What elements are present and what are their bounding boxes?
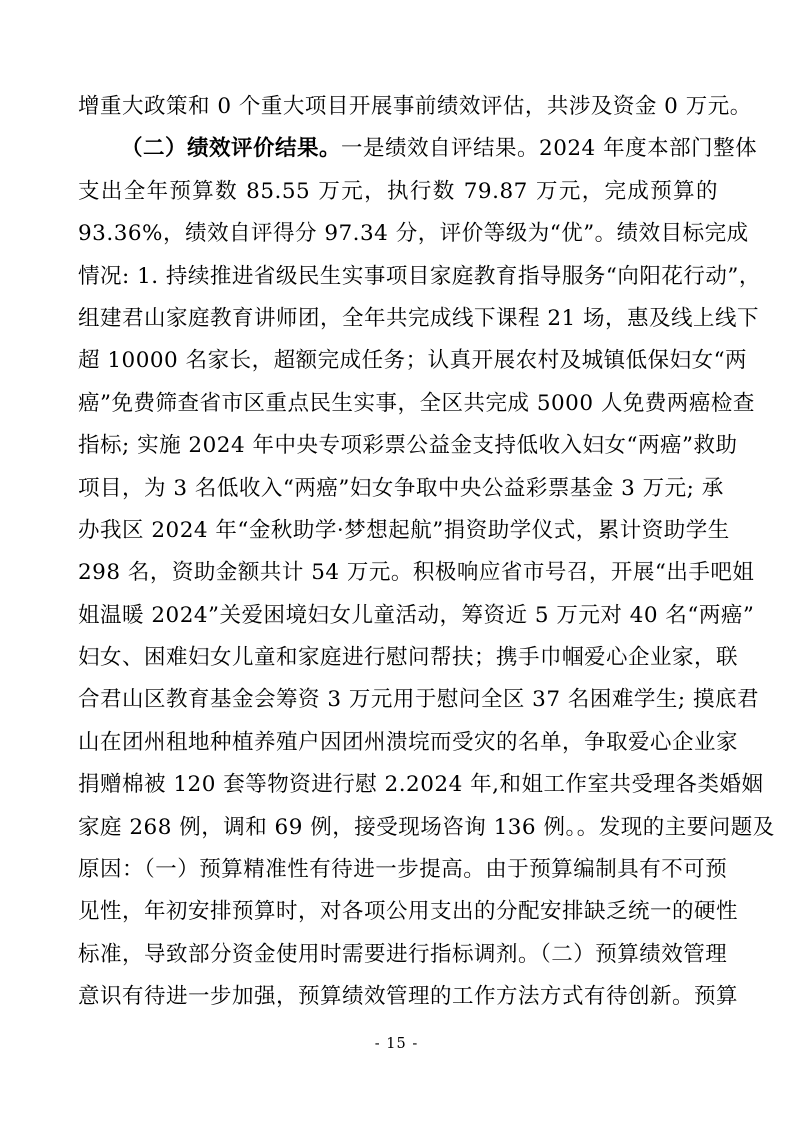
text-line: 指标; 实施 2024 年中央专项彩票公益金支持低收入妇女“两癌”救助 — [78, 433, 738, 459]
document-body-text — [78, 86, 775, 1019]
text-line: 意识有待进一步加强，预算绩效管理的工作方法方式有待创新。预算 — [78, 984, 739, 1010]
text-line: 情况: 1. 持续推进省级民生实事项目家庭教育指导服务“向阳花行动”， — [78, 263, 761, 289]
text-line: 妇女、困难妇女儿童和家庭进行慰问帮扶；携手巾帼爱心企业家，联 — [78, 645, 739, 671]
text-line: 办我区 2024 年“金秋助学·梦想起航”捐资助学仪式，累计资助学生 — [78, 517, 730, 543]
text-line: 山在团州租地种植养殖户因团州溃垸而受灾的名单，争取爱心企业家 — [78, 729, 739, 755]
text-line-section-heading — [78, 128, 758, 170]
page-number: - 15 - — [374, 1036, 419, 1052]
text-line: 支出全年预算数 85.55 万元，执行数 79.87 万元，完成预算的 — [78, 178, 718, 204]
text-line: 原因：（一）预算精准性有待进一步提高。由于预算编制具有不可预 — [78, 857, 728, 883]
text-line: 298 名，资助金额共计 54 万元。积极响应省市号召，开展“出手吧姐 — [78, 560, 755, 586]
text-line: 家庭 268 例，调和 69 例，接受现场咨询 136 例。。发现的主要问题及 — [78, 814, 775, 840]
text-line: 捐赠棉被 120 套等物资进行慰 2.2024 年,和姐工作室共受理各类婚姻 — [78, 772, 764, 798]
text-line: 姐温暖 2024”关爱困境妇女儿童活动，筹资近 5 万元对 40 名“两癌” — [78, 602, 755, 628]
text-line: 项目，为 3 名低收入“两癌”妇女争取中央公益彩票基金 3 万元; 承 — [78, 475, 724, 501]
text-line: 组建君山家庭教育讲师团，全年共完成线下课程 21 场，惠及线上线下 — [78, 305, 760, 331]
section-heading-bold: （二）绩效评价结果。 — [121, 136, 342, 162]
text-line: 癌”免费筛查省市区重点民生实事，全区共完成 5000 人免费两癌检查 — [78, 390, 755, 416]
text-line: 见性，年初安排预算时，对各项公用支出的分配安排缺乏统一的硬性 — [78, 899, 739, 925]
text-line: 93.36%，绩效自评得分 97.34 分，评价等级为“优”。绩效目标完成 — [78, 221, 749, 247]
text-line: 标准，导致部分资金使用时需要进行指标调剂。（二）预算绩效管理 — [78, 941, 728, 967]
section-heading-rest: 一是绩效自评结果。2024 年度本部门整体 — [341, 136, 758, 162]
text-line: 超 10000 名家长，超额完成任务；认真开展农村及城镇低保妇女“两 — [78, 348, 748, 374]
text-line: 合君山区教育基金会筹资 3 万元用于慰问全区 37 名困难学生; 摸底君 — [78, 687, 759, 713]
text-line: 增重大政策和 0 个重大项目开展事前绩效评估，共涉及资金 0 万元。 — [78, 94, 752, 119]
